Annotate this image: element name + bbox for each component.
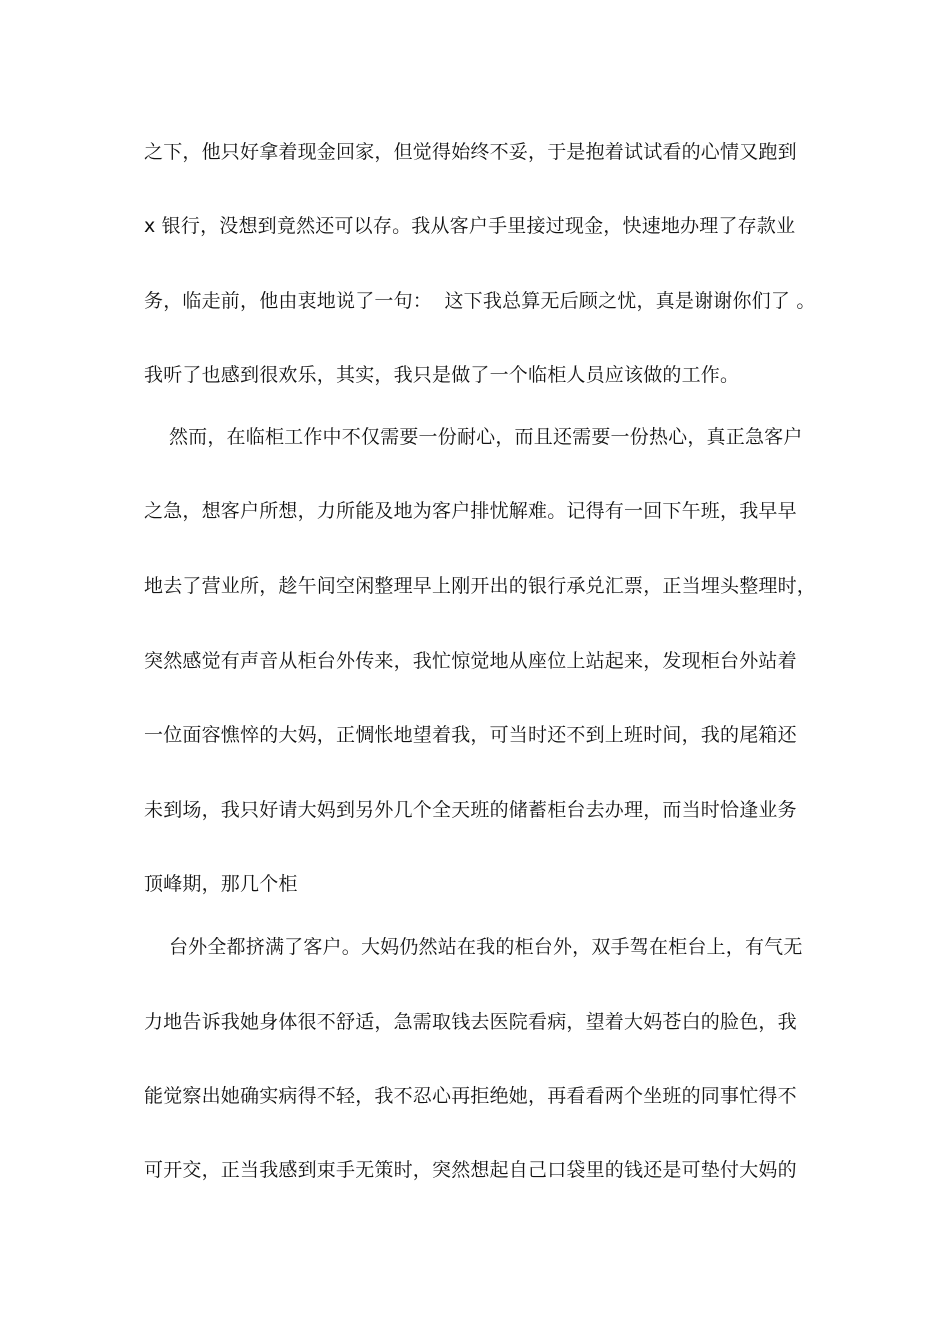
text-line: 一位面容憔悴的大妈，正惆怅地望着我，可当时还不到上班时间，我的尾箱还 — [144, 724, 797, 746]
text-line: 可开交，正当我感到束手无策时，突然想起自己口袋里的钱还是可垫付大妈的 — [144, 1159, 797, 1181]
text-line: 我听了也感到很欢乐，其实，我只是做了一个临柜人员应该做的工作。 — [144, 364, 740, 386]
text-line: 地去了营业所，趁午间空闲整理早上刚开出的银行承兑汇票，正当埋头整理时， — [144, 575, 817, 597]
text-line: 突然感觉有声音从柜台外传来，我忙惊觉地从座位上站起来，发现柜台外站着 — [144, 650, 797, 672]
text-line: 能觉察出她确实病得不轻，我不忍心再拒绝她，再看看两个坐班的同事忙得不 — [144, 1085, 797, 1107]
text-line: 之下，他只好拿着现金回家，但觉得始终不妥，于是抱着试试看的心情又跑到 — [144, 141, 797, 163]
text-line: 台外全都挤满了客户。大妈仍然站在我的柜台外，双手驾在柜台上，有气无 — [144, 936, 803, 958]
text-line: 之急，想客户所想，力所能及地为客户排忧解难。记得有一回下午班，我早早 — [144, 500, 797, 522]
text-line: 然而，在临柜工作中不仅需要一份耐心，而且还需要一份热心，真正急客户 — [144, 426, 803, 448]
text-line: 务，临走前，他由衷地说了一句： 这下我总算无后顾之忧，真是谢谢你们了 。 — [144, 290, 816, 312]
text-line: 顶峰期，那几个柜 — [144, 873, 298, 895]
text-line: x 银行，没想到竟然还可以存。我从客户手里接过现金，快速地办理了存款业 — [144, 215, 796, 237]
text-line: 未到场，我只好请大妈到另外几个全天班的储蓄柜台去办理，而当时恰逢业务 — [144, 799, 797, 821]
text-line: 力地告诉我她身体很不舒适，急需取钱去医院看病，望着大妈苍白的脸色，我 — [144, 1011, 797, 1033]
